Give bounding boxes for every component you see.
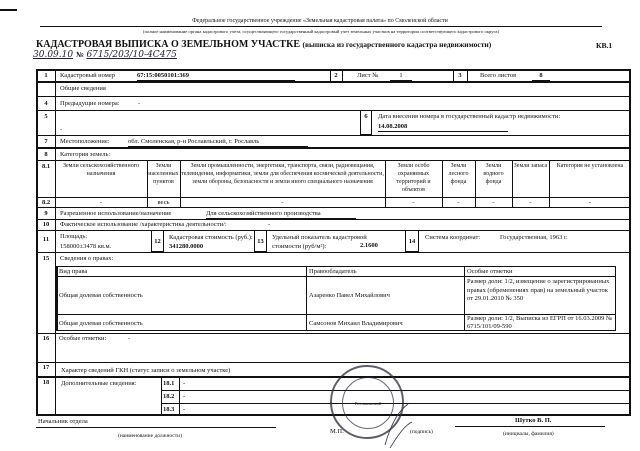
category-value: - xyxy=(588,199,592,206)
registration-date-value: 14.08.2008 xyxy=(378,123,508,132)
specific-value-label: Удельный показатель кадастровой стоимости (руб/м²): xyxy=(272,234,367,250)
row15-bottom xyxy=(36,333,631,334)
row-12-num: 12 xyxy=(154,238,161,245)
record-status-label: Характер сведений ГКН (статус записи о земельном участке) xyxy=(61,367,231,374)
category-header: Земли водного фонда xyxy=(483,163,504,185)
sheet-number-value: 1 xyxy=(390,72,412,81)
category-value: - xyxy=(412,199,415,206)
area-value: 158000±3478 кв.м. xyxy=(60,243,112,250)
additional-info-label: Дополнительные сведения: xyxy=(61,380,137,387)
handwritten-number: 6715/203/10-4С475 xyxy=(86,50,177,60)
form-code: КВ.1 xyxy=(596,41,613,50)
rights-header-holder: Правообладатель xyxy=(309,268,357,275)
handwritten-registration xyxy=(33,50,177,60)
permitted-use-value: Для сельскохозяйственного производства xyxy=(206,210,356,219)
title-main: КАДАСТРОВАЯ ВЫПИСКА О ЗЕМЕЛЬНОМ УЧАСТКЕ xyxy=(36,39,300,50)
position-title: Начальник отдела xyxy=(38,418,88,425)
signer-caption: (инициалы, фамилия) xyxy=(503,431,554,437)
row9-bottom xyxy=(36,219,631,220)
row10-bottom xyxy=(36,230,631,231)
coordinate-system-value: Государственная, 1963 г. xyxy=(500,234,568,241)
total-sheets-label: Всего листов xyxy=(480,72,517,79)
specific-value-value: 2.1600 xyxy=(360,242,378,249)
institution-name: Федеральное государственное учреждение «Земельная кадастровая палата» по Смоленской области xyxy=(192,18,448,24)
category-header: Земли сельскохозяйственного назначения xyxy=(62,163,140,177)
sheet-number-label: Лист № xyxy=(357,72,379,79)
row1-bottom xyxy=(36,81,631,83)
rights-header-notes: Особые отметки xyxy=(467,268,513,275)
category-value: - xyxy=(492,199,495,206)
row-8-2-num: 8.2 xyxy=(41,199,51,206)
institution-note: (полное наименование органа кадастрового учета, осуществляющего государственный кадастровый учет земельных участков на территории соответствующего кадастрового округа) xyxy=(142,29,499,34)
row-17-num: 17 xyxy=(42,364,50,371)
rights-header-bottom xyxy=(56,276,616,277)
cadastral-number-value: 67:15:0050101:369 xyxy=(137,72,295,81)
number-column-divider xyxy=(55,69,56,416)
rights-row2-type: Общая долевая собственность xyxy=(59,320,143,327)
category-header: Земли промышленности, энергетики, транспорта, связи, радиовещания, телевидения, информатики, земли для обеспечения космической деятельности, земли обороны, безопасности и земли иного специального назначения xyxy=(181,163,384,185)
row81-bottom xyxy=(36,197,631,198)
row1-divider-d xyxy=(467,69,468,81)
category-header: Категория не установлена xyxy=(556,163,624,169)
row-9-num: 9 xyxy=(44,210,48,217)
category-value: - xyxy=(457,199,460,206)
signer-underline xyxy=(455,426,605,427)
row82-bottom xyxy=(36,207,631,208)
cadastral-value-value: 341280.0000 xyxy=(169,243,204,250)
category-header: Земли лесного фонда xyxy=(448,163,469,185)
rights-row1-holder: Азаренко Павел Михайлович xyxy=(309,292,390,299)
position-underline xyxy=(36,427,276,428)
row-7-num: 7 xyxy=(44,138,48,145)
rights-header-type: Вид права xyxy=(59,268,88,275)
location-value: обл. Смоленская, р-н Рославльский, г. Рославль xyxy=(128,138,308,147)
land-category-label: Категория земель: xyxy=(60,151,111,158)
category-header: Земли особо охраняемых территорий и объектов xyxy=(396,163,431,193)
row5-bottom xyxy=(36,135,631,136)
rights-row1-type: Общая долевая собственность xyxy=(59,292,143,299)
special-notes-label: Особые отметки: xyxy=(59,335,107,342)
stamp-text: Рославльский xyxy=(354,401,382,406)
category-value: - xyxy=(281,199,284,206)
additional-num-divider-a xyxy=(161,377,162,416)
title-sub: (выписка из государственного кадастра недвижимости) xyxy=(302,40,492,49)
additional-num-divider-b xyxy=(179,377,180,416)
position-caption: (наименование должности) xyxy=(118,433,182,439)
additional-row-num: 18.2 xyxy=(163,393,175,400)
total-sheets-value: 8 xyxy=(532,72,550,81)
rights-label: Сведения о правах: xyxy=(60,255,114,262)
cadastral-value-label-text: Кадастровая стоимость (руб.): xyxy=(169,234,253,241)
additional-row-num: 18.3 xyxy=(163,406,175,413)
additional-row-num: 18.1 xyxy=(163,380,175,387)
rights-row2-notes: Размер доли: 1/2, Выписка из ЕГРП от 16.03.2009 № 6715/101/09-590 xyxy=(467,315,613,330)
general-info-heading: Общие сведения xyxy=(60,85,106,92)
general-bottom xyxy=(36,96,631,97)
row-8-num: 8 xyxy=(44,151,48,158)
row-5-value: - xyxy=(60,126,63,133)
handwritten-date: 30.09.10 xyxy=(33,50,74,60)
institution-underline xyxy=(40,26,602,27)
category-value: - xyxy=(99,199,103,206)
cadastral-value-label xyxy=(169,233,259,251)
rights-row2-holder: Самсонов Михаил Владимирович xyxy=(309,320,403,327)
row-13-num: 13 xyxy=(257,238,264,245)
category-header: Земли запаса xyxy=(513,163,548,169)
row17-bottom xyxy=(36,376,631,378)
signature-caption: (подпись) xyxy=(410,429,433,435)
row-1-num: 1 xyxy=(44,72,48,79)
row-15-num: 15 xyxy=(42,255,50,262)
row11-bottom xyxy=(36,252,631,253)
row-3-num: 3 xyxy=(458,72,462,79)
additional-row-value: - xyxy=(183,393,186,400)
row-14-num: 14 xyxy=(408,238,416,245)
special-notes-value: - xyxy=(128,335,131,342)
row-5-num: 5 xyxy=(44,113,48,120)
registration-date-label: Дата внесения номера в государственный кадастр недвижимости: xyxy=(378,113,561,120)
row-10-num: 10 xyxy=(42,221,50,228)
row-16-num: 16 xyxy=(42,335,50,342)
additional-row-value: - xyxy=(183,380,186,387)
signature-scribble xyxy=(380,400,420,451)
row4-bottom xyxy=(36,110,631,111)
row1-divider-b xyxy=(342,69,343,81)
previous-numbers-label: Предыдущие номера: xyxy=(60,100,120,107)
rights-row1-notes: Размер доли: 1/2, извещение о зарегистрированных правах (обременениях прав) на земельный участок от 29.01.2010 № 350 xyxy=(467,278,610,302)
category-value: - xyxy=(529,199,532,206)
permitted-use-label: Разрешенное использование/назначение xyxy=(60,210,172,217)
row-6-num: 6 xyxy=(364,113,368,120)
stamp-mark: М.П. xyxy=(330,428,344,435)
row-8-1-num: 8.1 xyxy=(41,163,51,170)
row8-bottom xyxy=(36,160,631,161)
coordinate-system-label: Система координат: xyxy=(425,234,481,241)
area-label: Площадь: xyxy=(60,233,88,240)
category-value: весь xyxy=(157,199,170,206)
row-11-num: 11 xyxy=(42,236,50,243)
previous-numbers-value: - xyxy=(138,100,141,107)
row16-bottom xyxy=(36,362,631,363)
row-4-num: 4 xyxy=(44,100,48,107)
additional-row-value: - xyxy=(183,406,186,413)
actual-use-label: Фактическое использование /характеристика деятельности/: xyxy=(60,221,227,228)
actual-use-value: - xyxy=(268,221,271,228)
row7-bottom xyxy=(36,147,631,149)
category-header: Земли населенных пунктов xyxy=(148,163,179,185)
number-sign: № xyxy=(75,50,84,59)
cadastral-number-label: Кадастровый номер xyxy=(60,72,116,79)
signer-name: Шутко В. П. xyxy=(515,417,552,424)
row-2-num: 2 xyxy=(334,72,338,79)
row-18-num: 18 xyxy=(42,379,50,386)
document-title xyxy=(36,39,491,50)
location-label: Местоположение: xyxy=(60,138,110,145)
corner-mark xyxy=(0,9,17,11)
